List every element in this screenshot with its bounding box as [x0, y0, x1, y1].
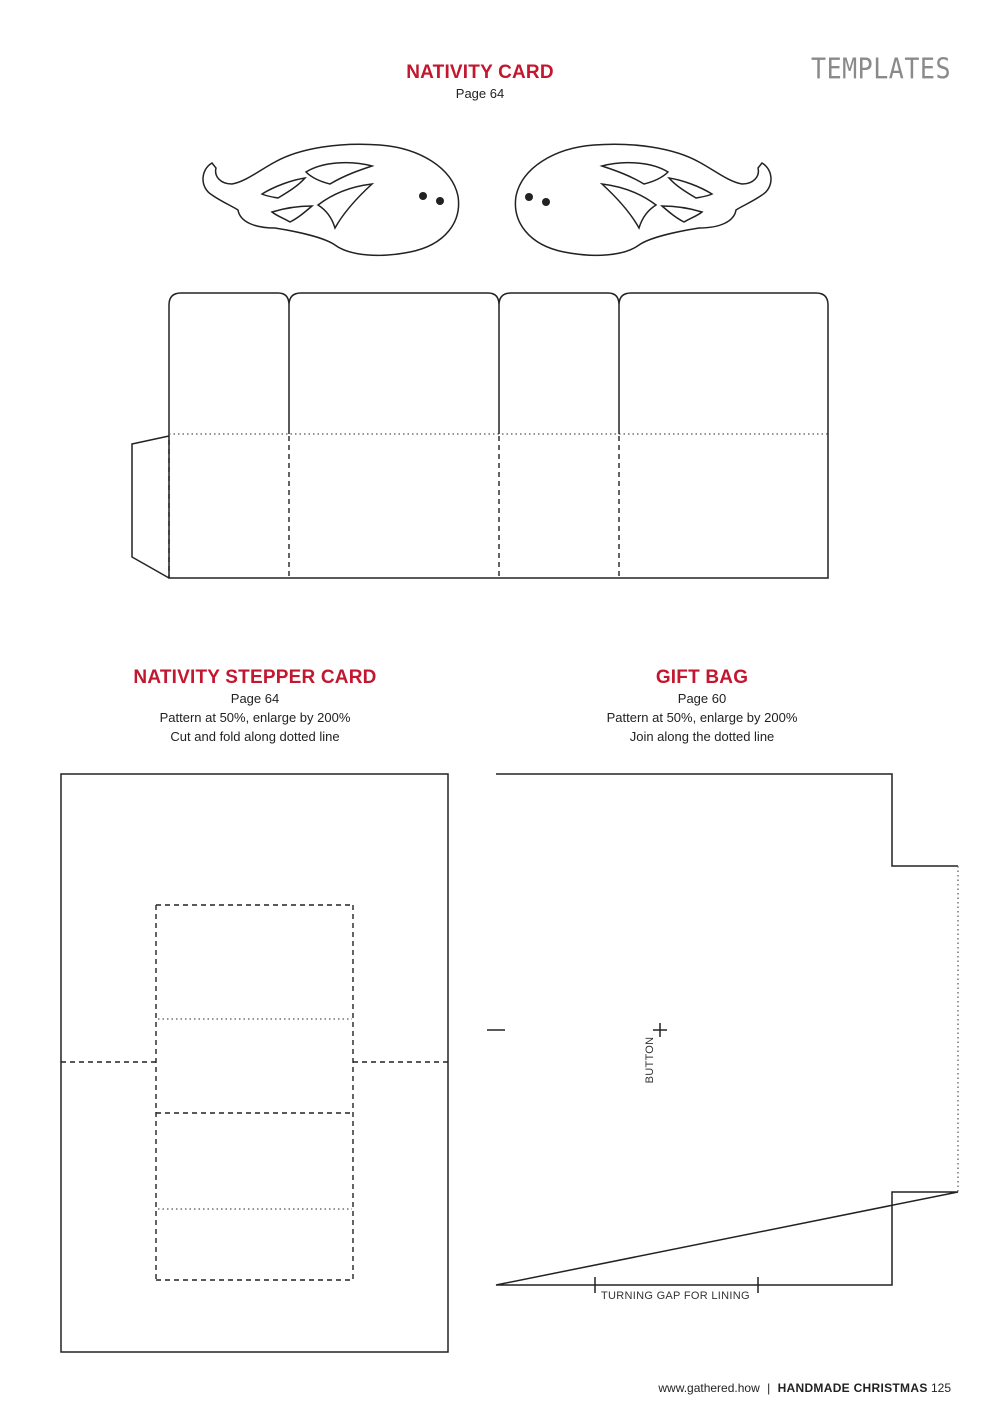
- left-wing-bird-shape: [203, 144, 459, 255]
- button-position-label: BUTTON: [644, 1036, 656, 1084]
- gift-bag-page-ref: Page 60: [677, 691, 727, 706]
- stepper-card-title: NATIVITY STEPPER CARD: [133, 667, 377, 688]
- footer-page-number: 125: [930, 1381, 951, 1395]
- turning-gap-label: TURNING GAP FOR LINING: [601, 1290, 750, 1302]
- card-box-net: [132, 293, 828, 578]
- footer-website: www.gathered.how: [658, 1381, 760, 1395]
- stepper-card-pattern-note: Pattern at 50%, enlarge by 200%: [159, 710, 351, 725]
- nativity-card-page-ref: Page 64: [455, 86, 505, 101]
- stepper-card-template: [55, 768, 455, 1358]
- stepper-card-heading: [100, 667, 410, 746]
- nativity-card-heading: [380, 62, 580, 103]
- right-wing-bird-shape: [515, 144, 771, 255]
- gift-bag-pattern-note: Pattern at 50%, enlarge by 200%: [606, 710, 798, 725]
- footer-separator: |: [767, 1381, 771, 1395]
- templates-section-label: TEMPLATES: [811, 51, 951, 86]
- stepper-card-instruction: Cut and fold along dotted line: [170, 729, 340, 744]
- gift-bag-template: [484, 768, 964, 1308]
- nativity-card-template: [0, 140, 999, 590]
- gift-bag-title: GIFT BAG: [655, 667, 749, 688]
- page-footer: [658, 1381, 951, 1395]
- gift-bag-instruction: Join along the dotted line: [629, 729, 775, 744]
- stepper-card-page-ref: Page 64: [230, 691, 280, 706]
- nativity-card-title: NATIVITY CARD: [406, 62, 554, 83]
- gift-bag-heading: [560, 667, 844, 746]
- footer-publication: HANDMADE CHRISTMAS: [777, 1381, 928, 1395]
